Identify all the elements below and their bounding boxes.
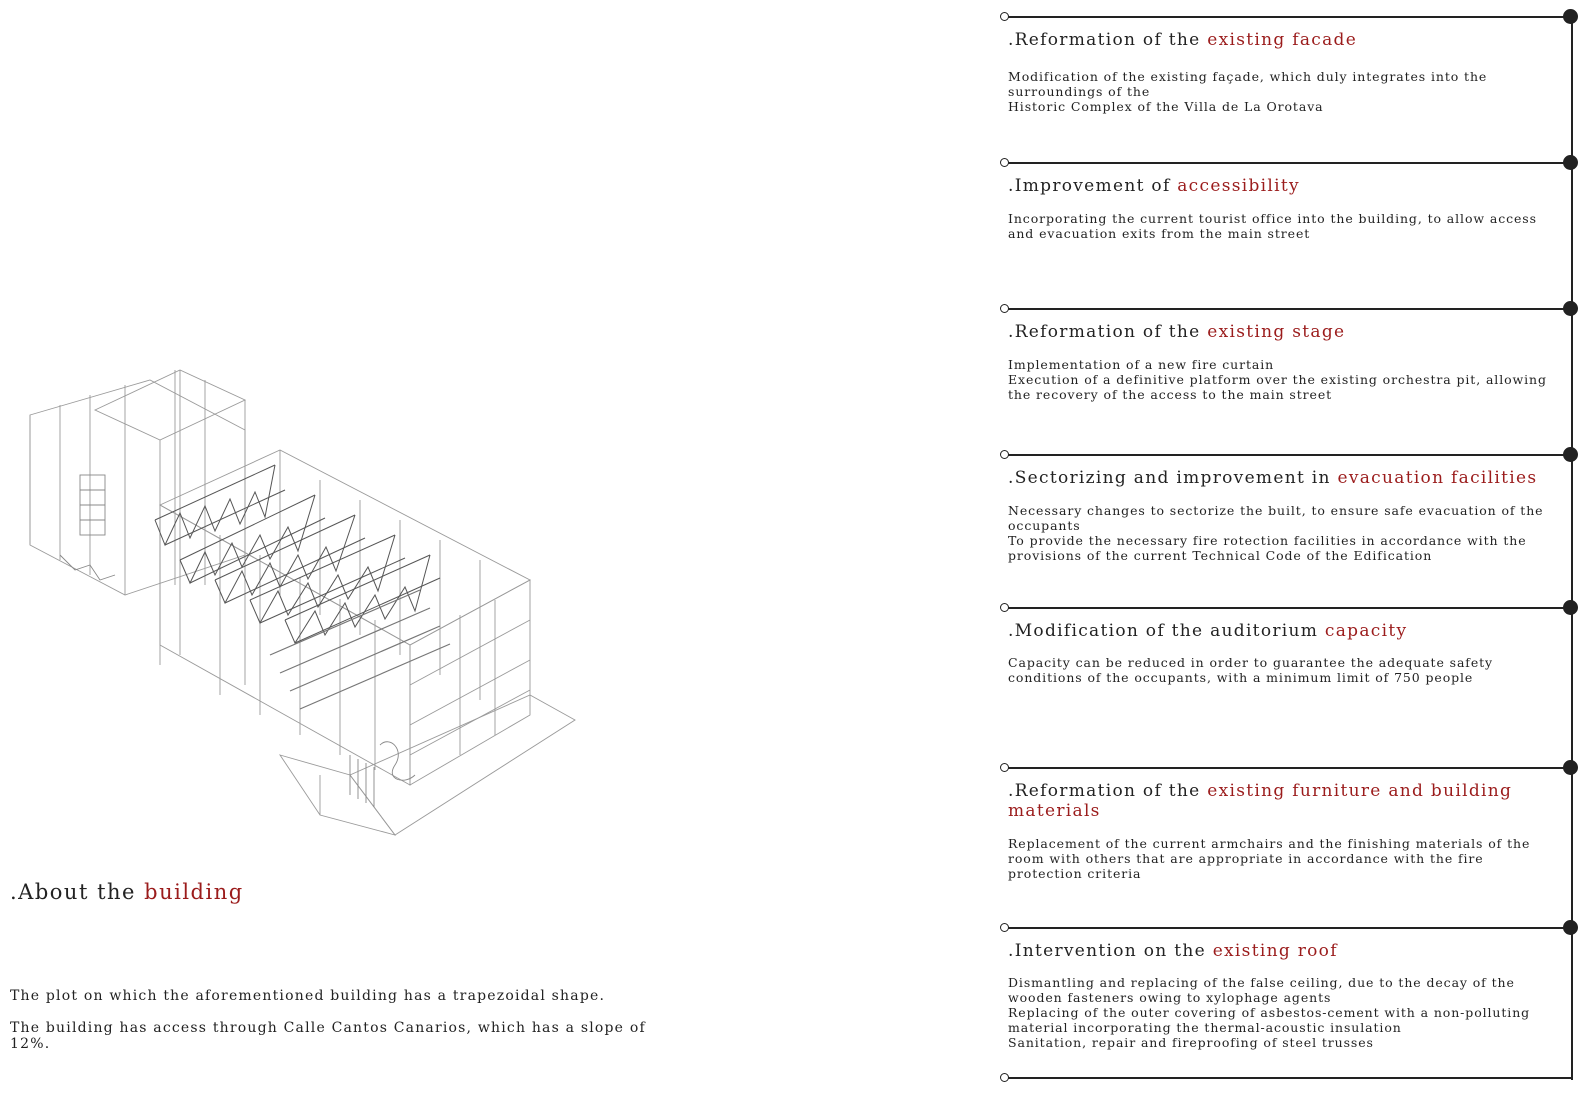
section-body [1008,357,1553,402]
section-line: Replacing of the outer covering of asbestos-cement with a non-polluting material incorporating the thermal-acoustic insulation [1008,1005,1531,1035]
about-heading [10,880,244,904]
section-title [1008,176,1548,196]
open-circle-marker [1000,603,1009,612]
timeline-node [1563,760,1578,775]
section-body [1008,211,1553,241]
section-title [1008,468,1548,488]
open-circle-marker [1000,1073,1009,1082]
open-circle-marker [1000,158,1009,167]
section-line: Historic Complex of the Villa de La Orotava [1008,99,1324,114]
section-body [1008,503,1553,563]
section-line: Dismantling and replacing of the false ceiling, due to the decay of the wooden fasteners owing to xylophage agents [1008,975,1515,1005]
section-divider [1005,162,1569,164]
timeline-node [1563,600,1578,615]
section-title [1008,941,1548,961]
about-paragraph-2: The building has access through Calle Cantos Canarios, which has a slope of 12%. [10,1020,646,1052]
section-divider [1005,308,1569,310]
about-heading-prefix: .About the [10,880,145,904]
open-circle-marker [1000,450,1009,459]
section-body [1008,975,1553,1050]
timeline-node [1563,447,1578,462]
timeline-node [1563,920,1578,935]
about-heading-highlight: building [144,880,244,904]
section-title-prefix: .Intervention on the [1008,941,1213,961]
open-circle-marker [1000,304,1009,313]
section-title-highlight: capacity [1324,621,1408,641]
section-title [1008,781,1548,821]
section-title-highlight: existing furniture and building materials [1008,781,1513,821]
open-circle-marker [1000,12,1009,21]
section-title-prefix: .Reformation of the [1008,322,1208,342]
section-title [1008,322,1548,342]
section-title-prefix: .Reformation of the [1008,30,1208,50]
timeline-node [1563,155,1578,170]
section-title [1008,621,1548,641]
open-circle-marker [1000,923,1009,932]
section-title-highlight: existing facade [1207,30,1358,50]
section-title-prefix: .Sectorizing and improvement in [1008,468,1338,488]
about-text [10,988,690,1068]
section-divider [1005,767,1569,769]
section-body [1008,655,1553,685]
section-title-prefix: .Modification of the auditorium [1008,621,1325,641]
timeline-node [1563,9,1578,24]
section-title-highlight: evacuation facilities [1337,468,1538,488]
timeline-end-divider [1005,1077,1571,1079]
section-title-prefix: .Reformation of the [1008,781,1208,801]
timeline-node [1563,301,1578,316]
section-title-highlight: existing stage [1207,322,1346,342]
section-line: Replacement of the current armchairs and the finishing materials of the room with others that are appropriate in accordance with the fire protection criteria [1008,836,1531,881]
section-line: Sanitation, repair and fireproofing of steel trusses [1008,1035,1374,1050]
section-line: Modification of the existing façade, which duly integrates into the surroundings of the [1008,69,1488,99]
section-divider [1005,454,1569,456]
section-body [1008,69,1553,114]
open-circle-marker [1000,763,1009,772]
section-line: Implementation of a new fire curtain [1008,357,1275,372]
section-title [1008,30,1548,50]
section-title-highlight: existing roof [1212,941,1338,961]
section-line: Execution of a definitive platform over the existing orchestra pit, allowing the recovery of the access to the main street [1008,372,1547,402]
section-divider [1005,927,1569,929]
section-title-highlight: accessibility [1177,176,1300,196]
building-axonometric-drawing [20,355,590,845]
section-line: To provide the necessary fire rotection facilities in accordance with the provisions of the current Technical Code of the Edification [1008,533,1527,563]
section-line: Capacity can be reduced in order to guarantee the adequate safety conditions of the occupants, with a minimum limit of 750 people [1008,655,1494,685]
about-paragraph-1: The plot on which the aforementioned building has a trapezoidal shape. [10,988,606,1004]
section-body [1008,836,1553,881]
section-line: Incorporating the current tourist office into the building, to allow access and evacuation exits from the main street [1008,211,1537,241]
section-line: Necessary changes to sectorize the built, to ensure safe evacuation of the occupants [1008,503,1544,533]
section-divider [1005,16,1569,18]
section-divider [1005,607,1569,609]
section-title-prefix: .Improvement of [1008,176,1178,196]
